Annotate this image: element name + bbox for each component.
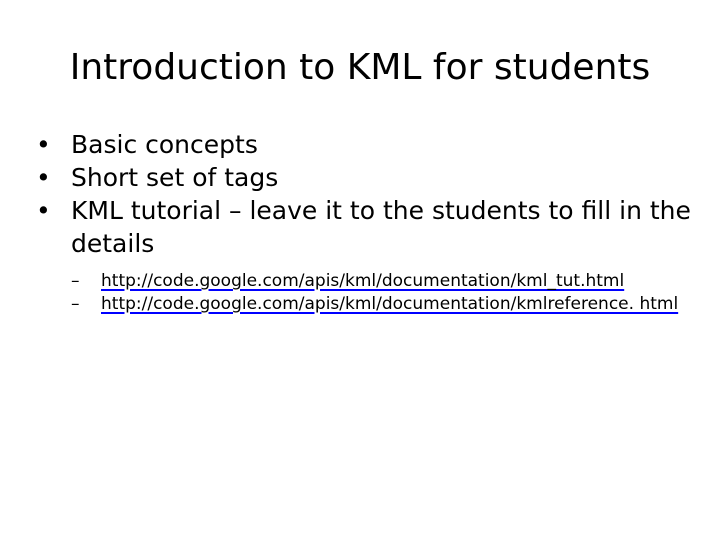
bullet-text: KML tutorial – leave it to the students to fill in the details xyxy=(71,196,691,258)
bullet-text: Short set of tags xyxy=(71,163,279,192)
bullet-item xyxy=(36,128,696,161)
dash-marker: – xyxy=(71,294,80,314)
bullet-marker: • xyxy=(36,163,51,192)
bullet-marker: • xyxy=(36,196,51,225)
link-item xyxy=(71,270,696,293)
link-item xyxy=(71,293,696,316)
bullet-text: Basic concepts xyxy=(71,130,258,159)
bullet-item xyxy=(36,194,696,316)
dash-marker: – xyxy=(71,271,80,291)
link-list xyxy=(71,270,696,316)
bullet-item xyxy=(36,161,696,194)
kml-tutorial-link[interactable]: http://code.google.com/apis/kml/documentation/kml_tut.html xyxy=(101,271,625,291)
kml-reference-link[interactable]: http://code.google.com/apis/kml/documentation/kmlreference. html xyxy=(101,294,679,314)
bullet-marker: • xyxy=(36,130,51,159)
slide-title: Introduction to KML for students xyxy=(69,47,651,88)
bullet-list xyxy=(36,128,696,316)
